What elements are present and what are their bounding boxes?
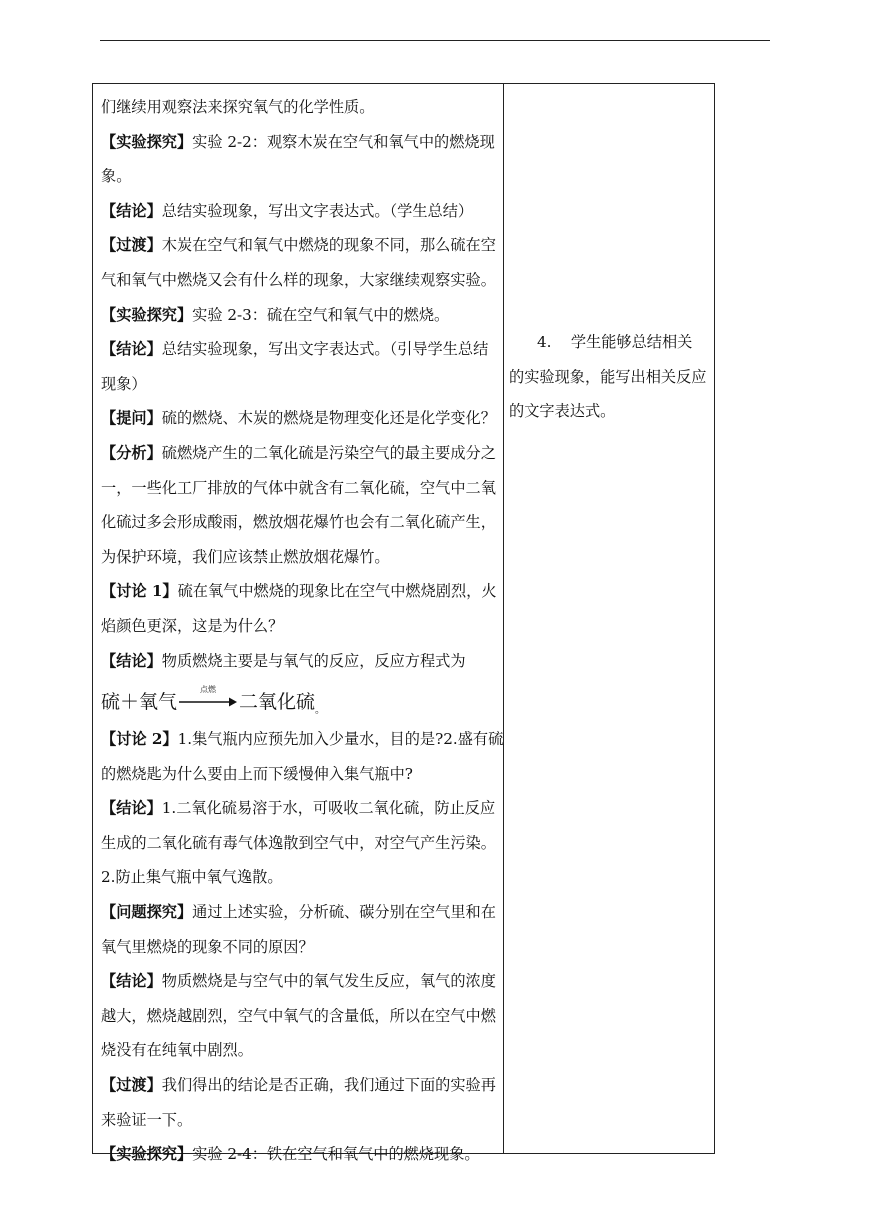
line-text: 现象） — [101, 374, 147, 393]
line-text: 硫在氧气中燃烧的现象比在空气中燃烧剧烈，火 — [177, 582, 497, 601]
text-line — [101, 964, 499, 999]
line-text: 实验 2-4：铁在空气和氧气中的燃烧现象。 — [192, 1145, 480, 1164]
section-tag: 【结论】 — [101, 972, 162, 991]
line-text: 们继续用观察法来探究氧气的化学性质。 — [101, 98, 375, 116]
text-line — [101, 930, 499, 965]
line-text: 实验 2-2：观察木炭在空气和氧气中的燃烧现 — [192, 132, 495, 151]
section-tag: 【结论】 — [101, 201, 162, 220]
section-tag: 【过渡】 — [101, 1076, 162, 1095]
line-text: 实验 2-3：硫在空气和氧气中的燃烧。 — [192, 305, 450, 324]
section-tag: 【讨论 2】 — [101, 730, 178, 749]
line-text: 物质燃烧是与空气中的氧气发生反应，氧气的浓度 — [161, 972, 496, 991]
text-line — [101, 826, 499, 861]
design-intent-cell — [509, 325, 709, 429]
section-tag: 【问题探究】 — [101, 903, 193, 922]
text-line — [101, 999, 499, 1034]
section-tag: 【过渡】 — [101, 236, 162, 255]
line-text: 氧气里燃烧的现象不同的原因？ — [101, 937, 314, 956]
section-tag: 【结论】 — [101, 651, 162, 670]
line-text: 总结实验现象，写出文字表达式。（引导学生总结 — [161, 340, 489, 359]
line-text: 一，一些化工厂排放的气体中就含有二氧化硫，空气中二氧 — [101, 478, 496, 497]
text-line — [101, 722, 504, 757]
text-line — [101, 860, 499, 895]
section-tag: 【实验探究】 — [101, 1145, 193, 1164]
page-header-rule — [100, 40, 770, 41]
text-line — [101, 1033, 499, 1068]
line-text: 来验证一下。 — [101, 1110, 193, 1129]
text-line — [101, 757, 499, 792]
goal-line: 的文字表达式。 — [509, 402, 616, 421]
lines-after-equation — [101, 722, 504, 1172]
line-text: 总结实验现象，写出文字表达式。（学生总结） — [161, 201, 474, 220]
text-line — [101, 125, 499, 160]
lesson-table — [92, 83, 715, 1164]
arrow-icon — [179, 696, 237, 708]
text-line — [101, 1068, 499, 1103]
teaching-process-cell — [101, 90, 504, 1172]
text-line — [101, 644, 499, 679]
goal-line: 的实验现象，能写出相关反应 — [509, 367, 707, 386]
text-line — [101, 401, 499, 436]
reaction-equation — [101, 678, 499, 722]
section-tag: 【实验探究】 — [101, 305, 193, 324]
line-text: 越大，燃烧越剧烈，空气中氧气的含量低，所以在空气中燃 — [101, 1006, 496, 1025]
line-text: 1.二氧化硫易溶于水，可吸收二氧化硫，防止反应 — [161, 799, 496, 818]
line-text: 生成的二氧化硫有毒气体逸散到空气中，对空气产生污染。 — [101, 833, 496, 852]
equation-reactants: 硫＋氧气 — [101, 690, 178, 713]
text-line — [101, 367, 499, 402]
line-text: 为保护环境，我们应该禁止燃放烟花爆竹。 — [101, 547, 390, 566]
equation-condition: 点燃 — [200, 685, 217, 695]
text-line — [101, 194, 499, 229]
section-tag: 【提问】 — [101, 409, 162, 428]
line-text: 物质燃烧主要是与氧气的反应，反应方程式为 — [161, 651, 466, 670]
text-line — [101, 895, 499, 930]
text-line — [101, 574, 499, 609]
goal-number: 4. — [537, 333, 552, 351]
lines-before-equation — [101, 90, 499, 678]
line-text: 通过上述实验，分析硫、碳分别在空气里和在 — [192, 903, 496, 922]
line-text: 气和氧气中燃烧又会有什么样的现象，大家继续观察实验。 — [101, 270, 496, 289]
text-line — [101, 263, 499, 298]
section-tag: 【结论】 — [101, 799, 162, 818]
line-text: 象。 — [101, 167, 132, 186]
text-line — [101, 505, 499, 540]
text-line — [101, 540, 499, 575]
column-divider — [503, 84, 504, 1153]
line-text: 硫的燃烧、木炭的燃烧是物理变化还是化学变化？ — [161, 409, 496, 428]
text-line — [101, 791, 499, 826]
goal-line — [509, 325, 709, 360]
line-text: 我们得出的结论是否正确，我们通过下面的实验再 — [161, 1076, 496, 1095]
text-line — [101, 609, 499, 644]
text-line — [101, 159, 499, 194]
equation-tail: 。 — [315, 705, 326, 717]
line-text: 的燃烧匙为什么要由上而下缓慢伸入集气瓶中? — [101, 764, 413, 783]
line-text: 硫燃烧产生的二氧化硫是污染空气的最主要成分之 — [161, 443, 496, 462]
equation-product: 二氧化硫 — [239, 690, 316, 713]
text-line — [101, 228, 499, 263]
line-text: 焰颜色更深，这是为什么？ — [101, 616, 284, 635]
section-tag: 【讨论 1】 — [101, 582, 178, 601]
text-line — [101, 1137, 499, 1172]
text-line — [101, 332, 499, 367]
section-tag: 【结论】 — [101, 340, 162, 359]
text-line — [101, 90, 499, 125]
text-line — [101, 1103, 499, 1138]
text-line — [101, 436, 499, 471]
text-line — [101, 471, 499, 506]
text-line — [101, 298, 499, 333]
line-text: 2.防止集气瓶中氧气逸散。 — [101, 868, 283, 887]
line-text: 烧没有在纯氧中剧烈。 — [101, 1041, 253, 1060]
goal-text: 学生能够总结相关 — [570, 333, 693, 351]
section-tag: 【分析】 — [101, 443, 162, 462]
line-text: 木炭在空气和氧气中燃烧的现象不同，那么硫在空 — [161, 236, 496, 255]
line-text: 化硫过多会形成酸雨，燃放烟花爆竹也会有二氧化硫产生， — [101, 513, 496, 532]
line-text: 1.集气瓶内应预先加入少量水，目的是?2.盛有硫 — [177, 730, 504, 749]
section-tag: 【实验探究】 — [101, 132, 193, 151]
reaction-arrow — [179, 685, 237, 710]
